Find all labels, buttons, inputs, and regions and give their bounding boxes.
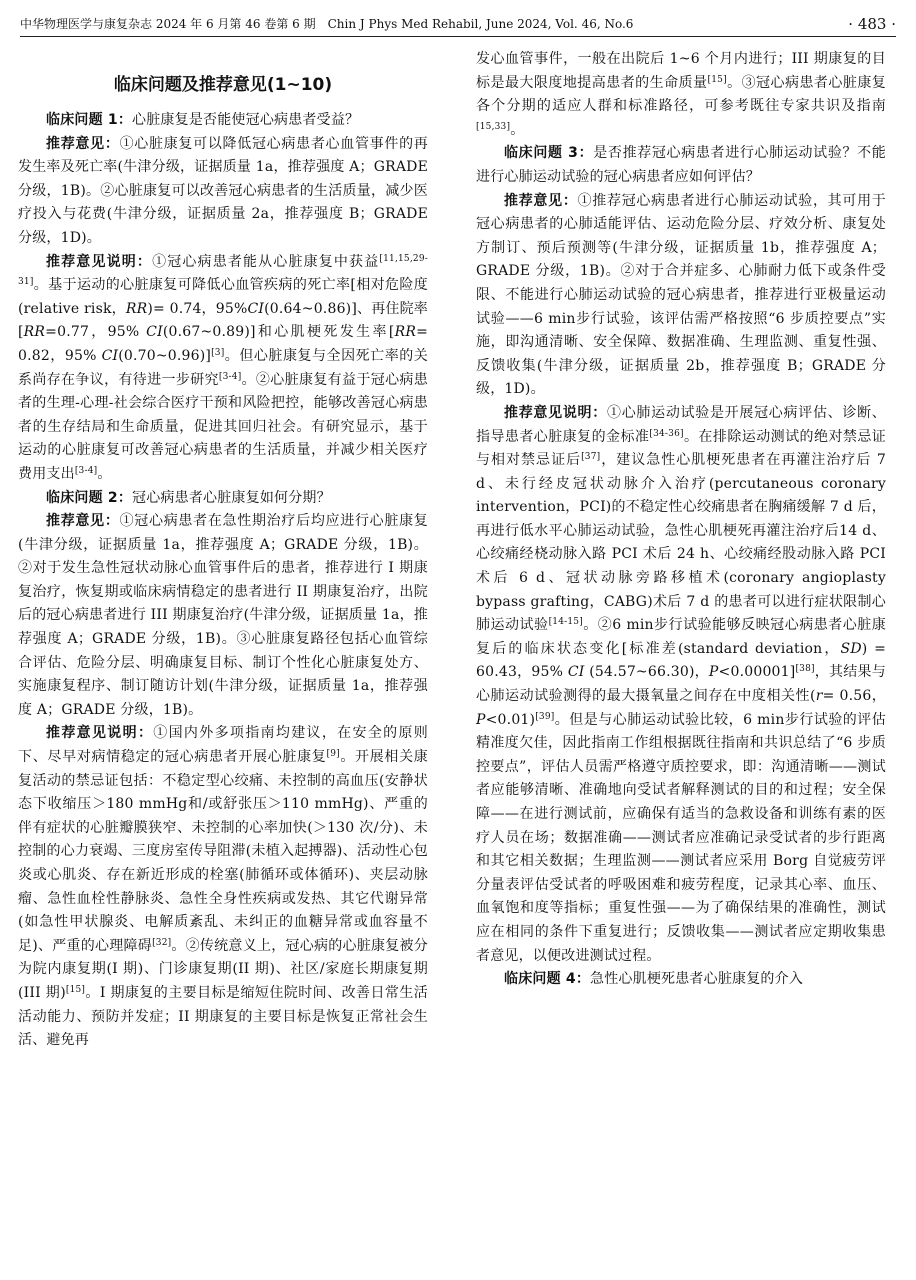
citation: [32] [152, 937, 172, 948]
body-text: ) = 60.43，95% [476, 640, 887, 681]
body-text: <0.01) [485, 711, 536, 728]
recommendation-text: ①推荐冠心病患者进行心肺运动试验，其可用于冠心病患者的心肺适能评估、运动危险分层、疗效分析、康复处方制订、预后预测等(牛津分级，证据质量 1b，推荐强度 A；GRADE 分级，1B)。②对于合并症多、心肺耐力低下或条件受限、不能进行心肺运动试验的冠心病患者，推荐进行亚极量运动试验——6 min步行试验，该评估需严格按照“6 步质控要点”实施，即沟通清晰、安全保障、数据准确、生理监测、重复性强、反馈收集(牛津分级，证据质量 2b，推荐强度 B；GRADE 分级，1D)。 [476, 192, 886, 398]
stat-symbol: P [476, 711, 486, 728]
right-column [476, 48, 886, 992]
stat-symbol: CI [146, 324, 163, 341]
explanation-label: 推荐意见说明： [46, 725, 154, 742]
section-title: 临床问题及推荐意见(1~10) [113, 75, 333, 95]
body-text: ①心肺运动试验是开展冠心病评估、诊断、指导患者心脏康复的金标准 [476, 404, 886, 445]
citation: [3-4] [74, 465, 98, 476]
header-rule [20, 36, 896, 37]
body-text: ，其结果与心肺运动试验测得的最大摄氧量之间存在中度相关性( [476, 664, 887, 705]
explanation-label: 推荐意见说明： [504, 404, 607, 421]
clinical-question-4 [476, 968, 886, 992]
stat-symbol: RR [125, 300, 148, 317]
citation: [3] [211, 347, 225, 358]
body-text: 。但是与心肺运动试验比较，6 min步行试验的评估精准度欠佳，因此指南工作组根据既往指南和共识总结了“6 步质控要点”，评估人员需严格遵守质控要求，即：沟通清晰——测试者应能够清晰、准确地向受试者解释测试的目的和过程；安全保障——在进行测试前，应确保有适当的急救设备和训练有素的医疗人员在场；数据准确——测试者应准确记录受试者的步行距离和其它相关数据；生理监测——测试者应采用 Borg 自觉疲劳评分量表评估受试者的呼吸困难和疲劳程度，记录其心率、血压、血氧饱和度等指标；重复性强——为了确保结果的准确性，测试应在相同的条件下重复进行；反馈收集——测试者应定期收集患者意见，以便改进测试过程。 [476, 711, 886, 964]
recommendation-label: 推荐意见： [504, 192, 578, 209]
body-text: (0.70~0.96)] [118, 347, 212, 364]
stat-symbol: RR [394, 324, 417, 341]
clinical-question-2 [18, 487, 428, 511]
recommendation-3 [476, 190, 886, 402]
body-text: 。基于运动的心脏康复可降低心血管疾病的死亡率[相对危险度(relative risk， [18, 277, 428, 317]
recommendation-text: ①冠心病患者在急性期治疗后均应进行心脏康复(牛津分级，证据质量 1a，推荐强度 A；GRADE 分级，1B)。②对于发生急性冠状动脉心血管事件后的患者，推荐进行 I 期康复治疗，恢复期或临床病情稳定的患者进行 II 期康复治疗，出院后的冠心病患者进行 III 期康复治疗(牛津分级，证据质量 1a，推荐强度 A；GRADE 分级，1B)。③心脏康复路径包括心血管综合评估、危险分层、明确康复目标、制订个性化心脏康复处方、实施康复程序、制订随访计划(牛津分级，证据质量 1a，推荐强度 A；GRADE 分级，1B)。 [18, 513, 428, 718]
body-text: (0.64~0.86)]、再住院率[ [18, 300, 429, 341]
recommendation-text: ①心脏康复可以降低冠心病患者心血管事件的再发生率及死亡率(牛津分级，证据质量 1a，推荐强度 A；GRADE 分级，1B)。②心脏康复可以改善冠心病患者的生活质量，减少医疗投入与花费(牛津分级，证据质量 2a，推荐强度 B；GRADE 分级，1D)。 [18, 135, 428, 246]
body-text: ，建议急性心肌梗死患者在再灌注治疗后 7 d、未行经皮冠状动脉介入治疗(percutaneous coronary intervention，PCI)的不稳定性心绞痛患者在胸痛缓解 7 d 后，再进行低水平心肺运动试验，急性心肌梗死再灌注治疗后14 d、心绞痛经桡动脉入路 PCI 术后 24 h、心绞痛经股动脉入路 PCI 术后 6 d、冠状动脉旁路移植术(coronary angioplasty bypass grafting，CABG)术后 7 d 的患者可以进行症状限制心肺运动试验 [476, 452, 886, 634]
body-text: = 0.56， [822, 688, 886, 705]
body-text: = 0.82，95% [18, 324, 428, 364]
stat-symbol: CI [247, 300, 265, 317]
stat-symbol: CI [101, 347, 119, 364]
body-text: )= 0.74，95% [147, 300, 248, 317]
body-text: <0.00001] [718, 664, 796, 681]
body-text: (0.67~0.89)]和心肌梗死发生率[ [162, 324, 395, 341]
question-text: 急性心肌梗死患者心脏康复的介入 [590, 971, 804, 988]
recommendation-2 [18, 510, 428, 722]
explanation-2 [18, 722, 428, 1052]
left-column [18, 48, 428, 1053]
citation: [11,15,29-31] [18, 253, 429, 288]
question-label: 临床问题 3： [504, 145, 594, 162]
stat-symbol: CI [567, 664, 585, 681]
body-text: ①国内外多项指南均建议，在安全的原则下、尽早对病情稳定的冠心病患者开展心脏康复 [18, 725, 428, 766]
explanation-3 [476, 402, 886, 968]
body-text: 。③冠心病患者心脏康复各个分期的适应人群和标准路径，可参考既往专家共识及指南 [476, 74, 887, 115]
page-number: · 483 · [848, 15, 896, 33]
body-text: 。I 期康复的主要目标是缩短住院时间、改善日常生活活动能力、预防并发症；II 期康复的主要目标是恢复正常社会生活、避免再 [18, 984, 428, 1049]
body-text: 。在排除运动测试的绝对禁忌证与相对禁忌证后 [476, 428, 886, 469]
question-text: 心脏康复是否能使冠心病患者受益？ [132, 112, 360, 128]
body-text: 。②6 min步行试验能够反映冠心病患者心脏康复后的临床状态变化[标准差(standard deviation， [476, 617, 886, 657]
citation: [15,33] [476, 121, 511, 132]
citation: [14-15] [548, 617, 583, 628]
body-text: 。②传统意义上，冠心病的心脏康复被分为院内康复期(I 期)、门诊康复期(II 期)、社区/家庭长期康复期(III 期) [18, 937, 428, 1001]
body-text: 。但心脏康复与全因死亡率的关系尚存在争议，有待进一步研究 [18, 347, 428, 388]
citation: [15] [65, 984, 86, 995]
stat-symbol: SD [840, 640, 862, 657]
citation: [15] [707, 74, 727, 85]
question-label: 临床问题 4： [504, 971, 591, 988]
question-text: 冠心病患者心脏康复如何分期？ [132, 489, 331, 506]
question-text: 是否推荐冠心病患者进行心肺运动试验？不能进行心肺运动试验的冠心病患者应如何评估？ [476, 145, 887, 185]
body-text: 发心血管事件，一般在出院后 1~6 个月内进行；III 期康复的目标是最大限度地提高患者的生命质量 [476, 51, 886, 91]
clinical-question-3 [476, 142, 886, 189]
explanation-label: 推荐意见说明： [46, 253, 153, 270]
citation: [39] [535, 711, 555, 722]
question-label: 临床问题 2： [46, 489, 133, 506]
question-label: 临床问题 1： [46, 112, 133, 128]
body-text: ①冠心病患者能从心脏康复中获益 [152, 253, 380, 270]
citation: [9] [326, 749, 340, 760]
recommendation-1 [18, 133, 428, 251]
recommendation-label: 推荐意见： [46, 513, 120, 530]
recommendation-label: 推荐意见： [46, 135, 120, 152]
body-text: 。 [97, 465, 112, 482]
clinical-question-1 [18, 109, 428, 133]
citation: [3-4] [218, 371, 242, 382]
journal-citation: 中华物理医学与康复杂志 2024 年 6 月第 46 卷第 6 期 Chin J Phys Med Rehabil, June 2024, Vol. 46, No.6 [20, 17, 634, 31]
citation: [37] [581, 452, 601, 463]
citation: [38] [795, 664, 815, 675]
citation: [34-36] [649, 428, 684, 439]
stat-symbol: RR [23, 324, 46, 341]
explanation-1 [18, 251, 428, 487]
body-text: 。开展相关康复活动的禁忌证包括：不稳定型心绞痛、未控制的高血压(安静状态下收缩压＞180 mmHg和/或舒张压＞110 mmHg)、严重的伴有症状的心脏瓣膜狭窄、未控制的心率加快(＞130 次/分)、未控制的心力衰竭、三度房室传导阻滞(未植入起搏器)、活动性心包炎或心肌炎、存在新近形成的栓塞(肺循环或体循环)、夹层动脉瘤、急性血栓性静脉炎、急性全身性疾病或发热、其它代谢异常(如急性甲状腺炎、电解质紊乱、未纠正的血糖异常或血容量不足)、严重的心理障碍 [18, 749, 429, 954]
body-text: 。②心脏康复有益于冠心病患者的生理-心理-社会综合医疗干预和风险把控，能够改善冠心病患者的生存结局和生命质量，促进其回归社会。有研究显示，基于运动的心脏康复可改善冠心病患者的生活质量，并减少相关医疗费用支出 [18, 371, 428, 482]
stat-symbol: P [708, 664, 719, 681]
body-text: (54.57~66.30)， [584, 664, 709, 681]
continued-paragraph [476, 48, 886, 142]
stat-symbol: r [815, 688, 823, 705]
running-header [20, 12, 896, 36]
body-text: =0.77，95% [45, 324, 147, 341]
body-text: 。 [510, 121, 525, 138]
